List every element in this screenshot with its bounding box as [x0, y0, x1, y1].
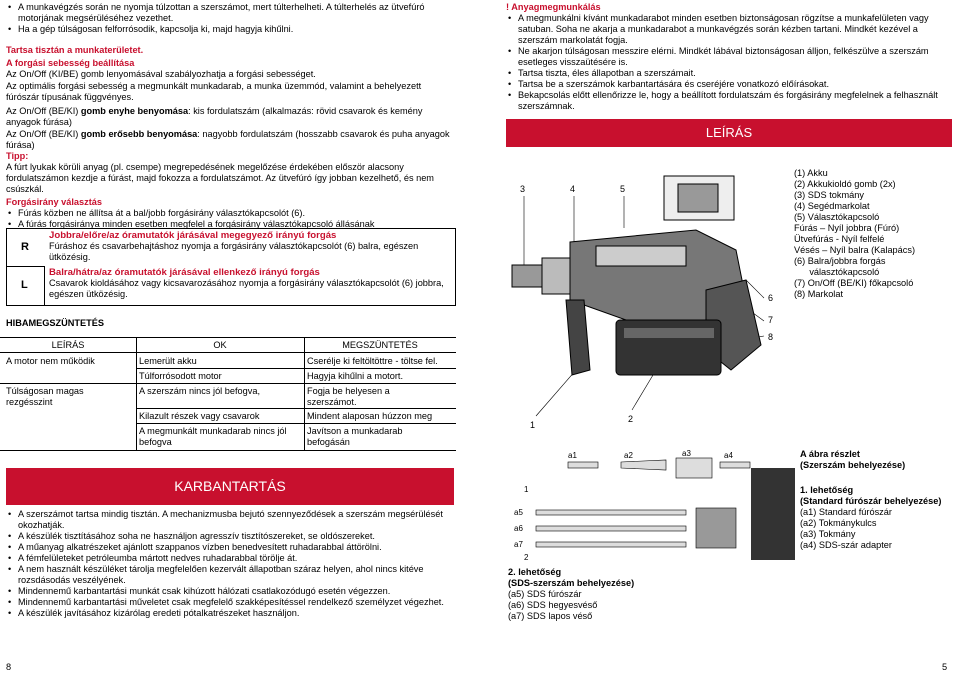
list-item: • A megmunkálni kívánt munkadarabot minden esetben biztonságosan rögzítse a munkafelületen vagy satuban. Soha ne akarja a munkadarabot a munkavégzés során kézben tartani. Mindkét kezével a szerszám markolatát fogja. [506, 13, 952, 46]
list-item: (a1) Standard fúrószár [800, 507, 892, 517]
parts-list [794, 168, 954, 300]
drill-label-7: 7 [768, 315, 774, 325]
list-item: • Mindennemű karbantartási munkát csak kihúzott hálózati csatlakozódugó esetén végezzen. [6, 586, 454, 597]
direction-key-r: R [21, 241, 29, 253]
version-1: 1. lehetőség (Standard fúrószár behelyezése) (a1) Standard fúrószár (a2) Tokmánykulcs (a3) Tokmány (a4) SDS-szár adapter [800, 485, 954, 551]
list-item: • Ha a gép túlságosan felforrósodik, kapcsolja ki, majd hagyja kihűlni. [6, 24, 454, 35]
list-item: (6) Balra/jobbra forgás [794, 256, 886, 266]
list-item: • A fémfelületeket petróleumba mártott nedves ruhadarabbal törölje át. [6, 553, 454, 564]
list-item: • A fúrás forgásiránya minden esetben megfelel a forgásirány választókapcsoló állásának [6, 219, 454, 230]
speed-paragraph-3: Az On/Off (BE/KI) gomb enyhe benyomása: kis fordulatszám (alkalmazás: rövid csavarok és kemény anyagok fúrása) [6, 106, 423, 127]
detail-label-a7: a7 [514, 540, 523, 549]
detail-label-a6: a6 [514, 524, 523, 533]
tip-label: Tipp: [6, 151, 29, 161]
attention-heading: ! Anyagmegmunkálás [506, 2, 601, 12]
detail-label-a3: a3 [682, 449, 691, 458]
list-item: (4) Segédmarkolat [794, 201, 870, 211]
speed-paragraph-4: Az On/Off (BE/KI) gomb erősebb benyomása: nagyobb fordulatszám (hosszabb csavarok és puha anyagok fúrása) [6, 129, 450, 150]
drill-label-3: 3 [520, 184, 526, 194]
description-heading: LEÍRÁS [506, 119, 952, 147]
list-item: • Mindennemű karbantartási műveletet csak megfelelő szakképesítéssel rendelkező személyzet végezhet. [6, 597, 454, 608]
direction-title-left: Balra/hátra/az óramutatók járásával ellenkező irányú forgás [49, 267, 320, 278]
list-item: (3) SDS tokmány [794, 190, 864, 200]
drill-label-8: 8 [768, 332, 774, 342]
detail-label-a4: a4 [724, 451, 733, 460]
list-item: (a2) Tokmánykulcs [800, 518, 877, 528]
direction-text-left: Csavarok kioldásához vagy kicsavarozásához nyomja a forgásirány választókapcsolót (6) jobbra, egészen ütközésig. [49, 278, 444, 299]
list-item: • A műanyag alkatrészeket ajánlott szappanos vízben benedvesített ruhadarabbal áttörölni. [6, 542, 454, 553]
speed-paragraph-2: Az optimális forgási sebesség a megmunkált munkadarab, a munka üzemmód, valamint a behelyezett fúrószár típusának függvényes. [6, 81, 422, 102]
detail-illustration [506, 448, 796, 560]
direction-title-right: Jobbra/előre/az óramutatók járásával megegyező irányú forgás [49, 230, 337, 241]
list-item: Fúrás – Nyíl jobbra (Fúró) [794, 223, 900, 233]
detail-label-a2: a2 [624, 451, 633, 460]
list-item: • A szerszámot tartsa mindig tisztán. A mechanizmusba bejutó szennyeződések a szerszám megsérülését okozhatják. [6, 509, 454, 531]
drill-label-1: 1 [530, 420, 536, 430]
speed-heading: A forgási sebesség beállítása [6, 58, 135, 68]
list-item: (a6) SDS hegyesvéső [508, 600, 598, 610]
drill-illustration [506, 170, 796, 440]
list-item: (a5) SDS fúrószár [508, 589, 582, 599]
table-cell: Javítson a munkadarab befogásán [307, 426, 403, 447]
clean-heading: Tartsa tisztán a munkaterületet. [6, 45, 144, 55]
list-item: • A készülék tisztításához soha ne használjon agresszív tisztítószereket, se oldószereket. [6, 531, 454, 542]
list-item: (5) Választókapcsoló [794, 212, 880, 222]
maintenance-bullets [6, 509, 454, 619]
version-2: 2. lehetőség (SDS-szerszám behelyezése) (a5) SDS fúrószár (a6) SDS hegyesvéső (a7) SDS lapos véső [508, 567, 708, 622]
page-number-left: 8 [6, 662, 12, 672]
list-item: • Ne akarjon túlságosan messzire elérni. Mindkét lábával biztonságosan álljon, felkészülve a szerszám esetleges visszaütésére is. [506, 46, 952, 68]
detail-label-1: 1 [524, 485, 529, 494]
list-item: (a4) SDS-szár adapter [800, 540, 892, 550]
table-cell: A motor nem működik [6, 356, 95, 366]
left-top-bullets [6, 2, 454, 35]
table-cell: Lemerült akku [139, 356, 197, 366]
list-item: (a7) SDS lapos véső [508, 611, 593, 621]
list-item: • A munkavégzés során ne nyomja túlzottan a szerszámot, mert túlterhelheti. A túlterhelés az ütvefúró motorjának megsérüléséhez vezethet. [6, 2, 454, 24]
list-item: • A készülék javításához kizárólag eredeti pótalkatrészeket használjon. [6, 608, 454, 619]
drill-label-6: 6 [768, 293, 774, 303]
list-item: Vésés – Nyíl balra (Kalapács) [794, 245, 916, 255]
direction-bullets [6, 208, 454, 230]
direction-heading: Forgásirány választás [6, 197, 103, 207]
list-item: Ütvefúrás - Nyíl felfelé [794, 234, 885, 244]
col-header-solution: MEGSZÜNTETÉS [342, 340, 418, 350]
list-item: (a3) Tokmány [800, 529, 856, 539]
detail-label-2: 2 [524, 553, 529, 560]
table-cell: Mindent alaposan húzzon meg [307, 411, 433, 421]
list-item: választókapcsoló [794, 267, 880, 277]
direction-key-l: L [21, 279, 28, 291]
table-cell: Fogja be helyesen a szerszámot. [307, 386, 390, 407]
tip-text: A fúrt lyukak körüli anyag (pl. csempe) megrepedésének megelőzése érdekében először alacsony fordulatszámon kezdje a fúrást, majd fokozza a fordulatszámot. Az ütvefúró így jobban kezelhető, és nem csúszkál. [6, 162, 434, 194]
page-number-right: 5 [942, 662, 948, 672]
col-header-cause: OK [213, 340, 227, 350]
direction-text-right: Fúráshoz és csavarbehajtáshoz nyomja a forgásirány választókapcsolót (6) balra, egészen ütközésig. [49, 241, 419, 262]
table-cell: Túlságosan magas rezgésszint [6, 386, 84, 407]
direction-table [6, 228, 456, 306]
drill-label-5: 5 [620, 184, 626, 194]
list-item: • Tartsa tiszta, éles állapotban a szerszámait. [506, 68, 952, 79]
list-item: (7) On/Off (BE/KI) főkapcsoló [794, 278, 914, 288]
col-header-description: LEÍRÁS [51, 340, 85, 350]
table-cell: Cserélje ki feltöltöttre - töltse fel. [307, 356, 438, 366]
list-item: (2) Akkukioldó gomb (2x) [794, 179, 896, 189]
detail-heading: A ábra részlet (Szerszám behelyezése) [800, 449, 906, 470]
table-cell: Hagyja kihűlni a motort. [307, 371, 404, 381]
list-item: • Bekapcsolás előtt ellenőrizze le, hogy a beállított fordulatszám és forgásirány megfelelnek a felhasznált szerszámnak. [506, 90, 952, 112]
table-cell: A szerszám nincs jól befogva, [139, 386, 261, 396]
speed-paragraph-1: Az On/Off (KI/BE) gomb lenyomásával szabályozhatja a forgási sebességet. [6, 69, 316, 79]
list-item: • A nem használt készüléket tárolja megfelelően kezervált állapotban száraz helyen, ahol nincs kitéve rozsdásodás veszélyének. [6, 564, 454, 586]
table-cell: A megmunkált munkadarab nincs jól befogva [139, 426, 287, 447]
list-item: (8) Markolat [794, 289, 844, 299]
drill-label-2: 2 [628, 414, 634, 424]
list-item: (1) Akku [794, 168, 828, 178]
attention-bullets [506, 13, 952, 112]
detail-label-a1: a1 [568, 451, 577, 460]
drill-label-4: 4 [570, 184, 576, 194]
list-item: • Fúrás közben ne állítsa át a bal/jobb forgásirány választókapcsolót (6). [6, 208, 454, 219]
troubleshooting-heading: HIBAMEGSZÜNTETÉS [6, 318, 105, 328]
list-item: • Tartsa be a szerszámok karbantartására és cseréjére vonatkozó előírásokat. [506, 79, 952, 90]
table-cell: Túlforrósodott motor [139, 371, 222, 381]
table-cell: Kilazult részek vagy csavarok [139, 411, 260, 421]
detail-label-a5: a5 [514, 508, 523, 517]
maintenance-heading: KARBANTARTÁS [6, 468, 454, 505]
